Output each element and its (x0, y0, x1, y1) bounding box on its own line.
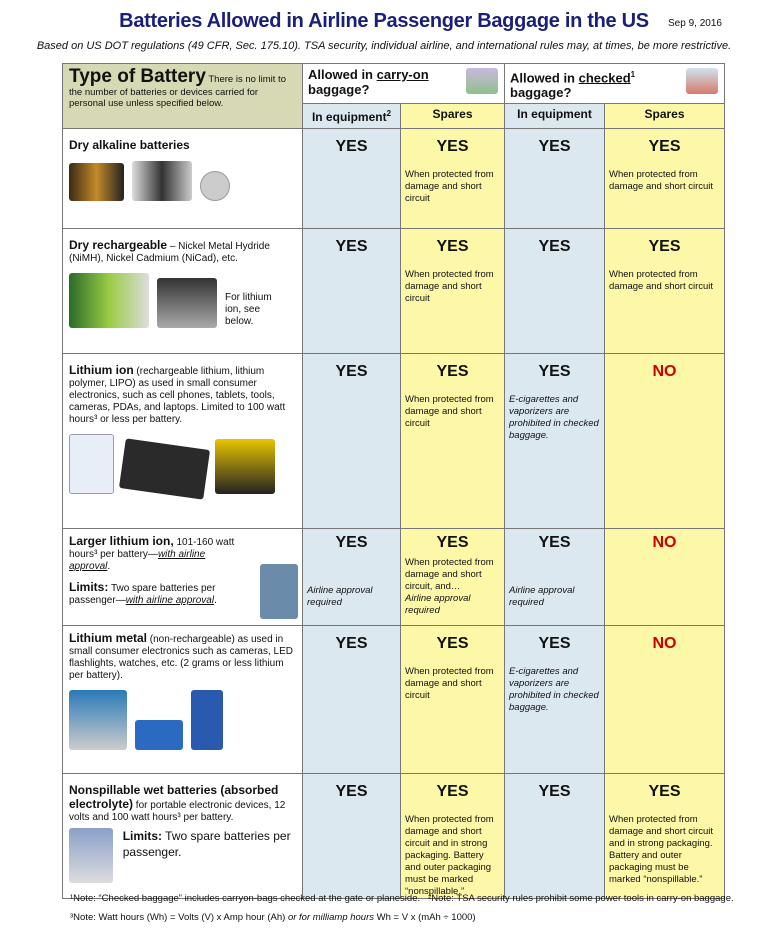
table-cell (401, 774, 505, 899)
table-row (63, 129, 725, 229)
rows-5-c4_note: When protected from damage and short circuit and in strong packaging. Battery and outer packaging must be marked “nonspillable.” (609, 814, 714, 886)
table-cell (401, 626, 505, 774)
table-cell (505, 354, 605, 529)
rows-4-c3_note: E-cigarettes and vaporizers are prohibited in checked baggage. (509, 666, 599, 714)
table-cell (605, 529, 725, 626)
battery-image (132, 161, 192, 201)
rows-1-c4: YES (648, 238, 681, 256)
battery-image (215, 439, 275, 494)
rows-5-c1: YES (335, 783, 368, 801)
rows-3-desc: 101-160 watt hours³ per battery— (69, 537, 235, 561)
battery-image (191, 690, 223, 750)
rows-4-c4: NO (652, 635, 677, 653)
block (69, 828, 296, 883)
rows-3-c2_note2: Airline approval required (405, 593, 471, 617)
table-cell (605, 229, 725, 354)
rows-3-c3: YES (538, 534, 571, 552)
table-cell (303, 129, 401, 229)
rows-5-c4: YES (648, 783, 681, 801)
rows-1-side: For lithium ion, see below. (225, 292, 272, 328)
battery-image (69, 273, 149, 328)
larger-lithium-description: Larger lithium ion, 101-160 watt hours³ per battery—with airline approval. (69, 534, 235, 573)
footnotes-n1: ¹Note: “Checked baggage” includes carryon-bags checked at the gate or planeside. (70, 893, 421, 904)
battery-image (135, 720, 183, 750)
table-cell (303, 774, 401, 899)
rows-1-c3: YES (538, 238, 571, 256)
rows-1-c1: YES (335, 238, 368, 256)
table-cell (505, 529, 605, 626)
rows-3-c1_note: Airline approval required (307, 585, 373, 609)
table-cell (303, 354, 401, 529)
table-cell (505, 129, 605, 229)
table-row (63, 229, 725, 354)
footnotes-n3: ³Note: Watt hours (Wh) = Volts (V) x Amp hour (Ah) (70, 912, 288, 923)
type-note: There is no limit to the number of batteries or devices carried for personal use unless specified below. (69, 74, 286, 109)
table-cell (401, 229, 505, 354)
type-header (63, 64, 303, 129)
table-cell (401, 354, 505, 529)
rows-3-c2_note: When protected from damage and short circuit, and… (405, 557, 494, 593)
date: Sep 9, 2016 (668, 18, 722, 29)
table-cell (303, 229, 401, 354)
header-carryon_u: carry-on (376, 67, 429, 82)
rows-5-limits: Limits: (122, 829, 163, 844)
footnotes-n2: ²Note: TSA security rules prohibit some power tools in carry-on baggage. (428, 893, 734, 904)
rows-1-c2_note: When protected from damage and short circuit (405, 269, 494, 305)
table-row (63, 774, 725, 899)
rows-2-c2: YES (436, 363, 469, 381)
rows-1-c4_note: When protected from damage and short circuit (609, 269, 714, 293)
block (69, 434, 296, 494)
battery-image (69, 690, 127, 750)
table-cell (401, 529, 505, 626)
battery-image (200, 171, 230, 201)
header-carryon_prefix: Allowed in (308, 67, 377, 82)
table-cell (303, 529, 401, 626)
page-title: Batteries Allowed in Airline Passenger Baggage in the US (119, 10, 649, 32)
table-cell (63, 774, 303, 899)
carryon-bag-image (466, 68, 498, 94)
rows-3-limits_text: Two spare batteries per passenger— (69, 583, 216, 607)
larger-lithium-limits: Limits: Two spare batteries per passenger—with airline approval. (69, 580, 217, 607)
header-checked_prefix: Allowed in (510, 70, 579, 86)
battery-image (69, 163, 124, 201)
rows-4-c1: YES (335, 635, 368, 653)
rows-1-name: Dry rechargeable (69, 238, 168, 253)
header-in_equipment: In equipment (311, 110, 387, 125)
rows-0-c2: YES (436, 138, 469, 156)
table-cell (605, 774, 725, 899)
table-row (63, 529, 725, 626)
table-cell (63, 626, 303, 774)
rows-3-name: Larger lithium ion, (69, 534, 174, 549)
battery-images (69, 161, 296, 201)
rows-5-c2_note: When protected from damage and short circuit and in strong packaging. Battery and outer packaging must be marked “nonspillable.” (405, 814, 494, 898)
block (63, 64, 725, 104)
table-cell (505, 626, 605, 774)
block (123, 828, 296, 883)
carryon-header (303, 64, 505, 104)
rows-1-c2: YES (436, 238, 469, 256)
footnote-3 (70, 912, 476, 923)
rows-0-c4_note: When protected from damage and short circuit (609, 169, 714, 193)
rows-4-name: Lithium metal (69, 631, 148, 646)
rows-3-limits: Limits: (69, 580, 109, 595)
block (69, 690, 296, 750)
table-cell (63, 129, 303, 229)
header-in_equipment_sup: 2 (386, 109, 392, 119)
table-cell (605, 354, 725, 529)
battery-image (69, 434, 114, 494)
rows-3-c1: YES (335, 534, 368, 552)
rows-1-desc: – Nickel Metal Hydride (NiMH), Nickel Cadmium (NiCad), etc. (69, 241, 270, 265)
table-cell (605, 626, 725, 774)
checked-header (505, 64, 725, 104)
rows-0-c3: YES (538, 138, 571, 156)
table-cell (401, 129, 505, 229)
rows-2-c2_note: When protected from damage and short circuit (405, 394, 494, 430)
table-cell (63, 529, 303, 626)
footnotes (70, 893, 734, 904)
table-row (63, 354, 725, 529)
rows-5-c2: YES (436, 783, 469, 801)
block (69, 273, 296, 328)
battery-image (260, 564, 298, 619)
rows-3-desc_u: with airline approval (69, 549, 206, 573)
rows-4-c3: YES (538, 635, 571, 653)
col-checked-equipment: In equipment (505, 104, 605, 129)
table-cell (505, 229, 605, 354)
rows-5-name: Nonspillable wet batteries (absorbed electrolyte) (69, 783, 279, 812)
rows-2-c3: YES (538, 363, 571, 381)
rows-3-c3_note: Airline approval required (509, 585, 575, 609)
battery-image (119, 439, 210, 500)
rows-5-desc: for portable electronic devices, 12 volts and 100 watt hours³ per battery. (69, 800, 286, 824)
rows-3-c2: YES (436, 534, 469, 552)
rows-5-c3: YES (538, 783, 571, 801)
subtitle: Based on US DOT regulations (49 CFR, Sec. 175.10). TSA security, individual airline, and international rules may, at times, be more restrictive. (36, 40, 732, 52)
rows-2-c1: YES (335, 363, 368, 381)
rows-2-c4: NO (652, 363, 677, 381)
battery-image (69, 828, 113, 883)
rows-4-desc: (non-rechargeable) as used in small consumer electronics such as cameras, LED flashlights, watches, etc. (2 grams or less lithium per battery). (69, 634, 293, 682)
footnotes-n3_it: or for milliamp hours (287, 912, 375, 923)
header-checked_suffix: baggage? (510, 85, 572, 101)
footnotes-n3_end: Wh = V x (mAh ÷ 1000) (374, 912, 476, 923)
rows-5-limits_text: Two spare batteries per passenger. (122, 829, 291, 860)
rows-4-c2_note: When protected from damage and short circuit (405, 666, 494, 702)
rows-0-c1: YES (335, 138, 368, 156)
rows-0-name: Dry alkaline batteries (69, 138, 190, 153)
rows-2-desc: (rechargeable lithium, lithium polymer, LIPO) as used in small consumer electronics, such as cell phones, tablets, tools, cameras, PDAs, and laptops. Limited to 100 watt hours³ or less per battery. (69, 366, 286, 426)
header-checked_sup: 1 (630, 70, 636, 79)
col-carryon-spares: Spares (401, 104, 505, 129)
rows-0-c2_note: When protected from damage and short circuit (405, 169, 494, 205)
table-cell (63, 229, 303, 354)
table-cell (303, 626, 401, 774)
battery-image (157, 278, 217, 328)
col-checked-spares: Spares (605, 104, 725, 129)
checked-bag-image (686, 68, 718, 94)
table-cell (605, 129, 725, 229)
type-title: Type of Battery (69, 66, 206, 87)
rows-2-c3_note: E-cigarettes and vaporizers are prohibited in checked baggage. (509, 394, 599, 442)
table-row (63, 626, 725, 774)
header-carryon_suffix: baggage? (308, 82, 370, 97)
battery-table (62, 63, 725, 899)
rows-3-c4: NO (652, 534, 677, 552)
table-cell (505, 774, 605, 899)
rows-2-name: Lithium ion (69, 363, 134, 378)
rows-4-c2: YES (436, 635, 469, 653)
col-carryon-equipment (303, 104, 401, 129)
rows-0-c4: YES (648, 138, 681, 156)
table-cell (63, 354, 303, 529)
rows-3-limits_u: with airline approval (125, 595, 215, 607)
header-checked_u: checked (578, 70, 631, 86)
